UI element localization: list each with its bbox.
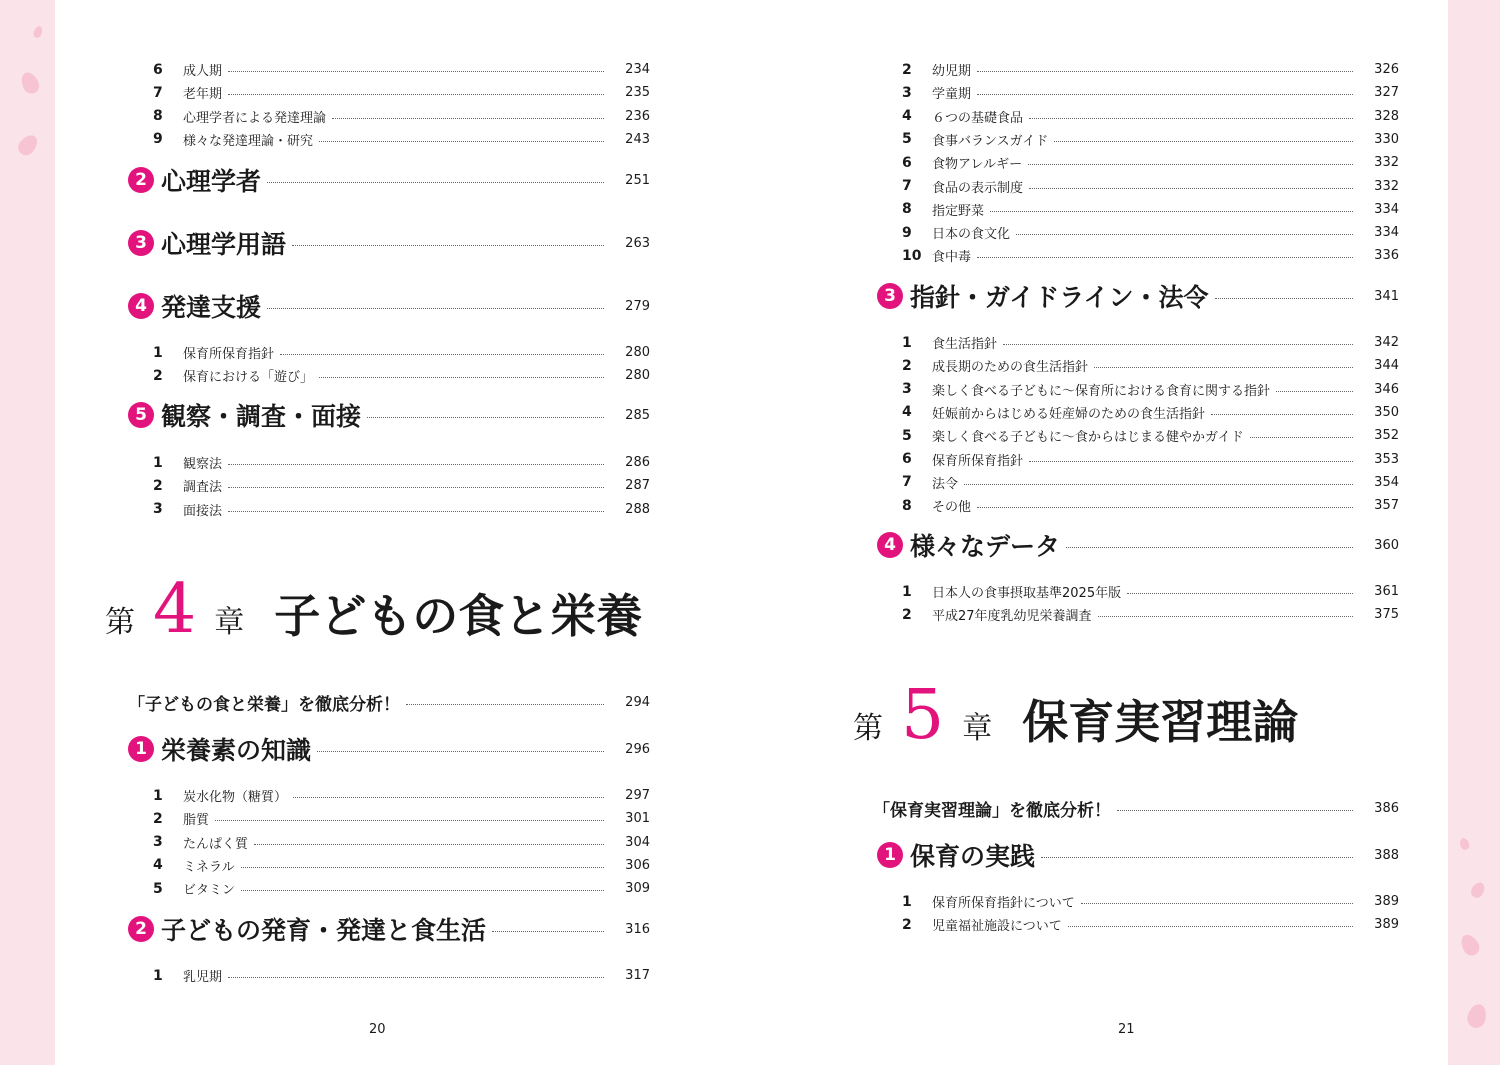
toc-entry[interactable] <box>153 451 650 474</box>
entry-number: 2 <box>153 367 163 384</box>
leader-dots <box>228 511 604 512</box>
page-number: 286 <box>625 455 650 470</box>
entry-title: 観察法 <box>183 457 223 472</box>
entry-number: 8 <box>153 108 163 125</box>
toc-entry[interactable] <box>153 128 650 151</box>
page-number: 344 <box>1374 358 1399 374</box>
toc-entry[interactable] <box>902 580 1399 603</box>
section-number-badge: 1 <box>877 842 903 868</box>
entry-number: 1 <box>902 893 912 910</box>
entry-title: 日本人の食事摂取基準2025年版 <box>932 586 1122 601</box>
entry-title: 楽しく食べる子どもに～食からはじまる健やかガイド <box>932 430 1244 446</box>
toc-entry[interactable] <box>902 331 1399 354</box>
page-number: 332 <box>1374 178 1399 194</box>
right-decorative-border <box>1448 0 1500 1065</box>
entry-number: 6 <box>902 451 912 467</box>
toc-entry[interactable] <box>902 128 1399 151</box>
leader-dots <box>228 71 604 72</box>
folio-page-number: 21 <box>1118 1022 1135 1037</box>
leader-dots <box>267 308 604 309</box>
page-number: 361 <box>1374 584 1399 599</box>
leader-dots <box>1098 616 1353 617</box>
page-number: 317 <box>625 968 650 983</box>
page-number: 285 <box>625 407 650 423</box>
page-number: 326 <box>1374 62 1399 77</box>
leader-dots <box>317 751 604 752</box>
toc-entry[interactable] <box>902 105 1399 128</box>
section-title: 子どもの発育・発達と食生活 <box>161 916 487 945</box>
chapter-number: 4 <box>153 570 197 649</box>
leader-dots <box>977 507 1353 508</box>
page-number: 309 <box>625 881 650 897</box>
toc-entry[interactable] <box>153 81 650 104</box>
page-number: 279 <box>625 298 650 314</box>
entry-number: 3 <box>902 381 912 398</box>
entry-number: 2 <box>902 606 912 623</box>
leader-dots <box>267 182 604 183</box>
entry-number: 8 <box>902 497 912 514</box>
section-title: 観察・調査・面接 <box>161 402 362 431</box>
leader-dots <box>1127 593 1353 594</box>
toc-entry[interactable] <box>153 877 650 900</box>
page-number: 297 <box>625 788 650 803</box>
leader-dots <box>1054 141 1353 142</box>
page-number: 316 <box>625 921 650 937</box>
entry-number: 2 <box>902 61 912 78</box>
entry-title: 様々な発達理論・研究 <box>183 133 314 149</box>
toc-entry[interactable] <box>902 81 1399 104</box>
page-number: 353 <box>1374 451 1399 467</box>
leader-dots <box>319 141 604 142</box>
section-number-badge: 4 <box>128 293 154 319</box>
leader-dots <box>228 94 604 95</box>
entry-title: 食物アレルギー <box>932 157 1023 173</box>
leader-dots <box>228 487 604 488</box>
leader-dots <box>254 844 604 845</box>
entry-number: 10 <box>902 247 922 264</box>
petal-icon <box>1469 880 1487 900</box>
entry-title: 炭水化物（糖質） <box>183 790 288 805</box>
page-number: 375 <box>1374 607 1399 623</box>
section-heading[interactable] <box>128 729 650 769</box>
page-number: 296 <box>625 741 650 757</box>
toc-entry[interactable] <box>153 474 650 497</box>
entry-title: ビタミン <box>183 883 236 899</box>
toc-entry[interactable] <box>902 401 1399 424</box>
page-number: 332 <box>1374 155 1399 171</box>
entry-title: 成人期 <box>183 64 223 79</box>
chapter-prefix: 第 <box>853 711 883 746</box>
petal-icon <box>1458 837 1471 851</box>
entry-title: 老年期 <box>183 87 223 103</box>
leader-dots <box>280 354 604 355</box>
page-number: 288 <box>625 501 650 517</box>
entry-number: 7 <box>902 178 912 194</box>
leader-dots <box>293 797 604 798</box>
entry-number: 1 <box>153 967 163 984</box>
entry-number: 5 <box>902 427 912 444</box>
chapter-heading <box>853 676 1298 755</box>
section-title: 保育の実践 <box>910 842 1036 871</box>
entry-number: 8 <box>902 201 912 218</box>
entry-number: 7 <box>153 84 163 101</box>
toc-entry[interactable] <box>902 354 1399 377</box>
page-number: 330 <box>1374 131 1399 147</box>
right-page <box>750 0 1448 1065</box>
page-number: 280 <box>625 345 650 360</box>
section-title: 様々なデータ <box>910 532 1061 561</box>
toc-entry[interactable] <box>902 58 1399 81</box>
entry-title: 脂質 <box>183 813 210 829</box>
entry-number: 6 <box>153 61 163 78</box>
page-number: 336 <box>1374 248 1399 264</box>
leader-dots <box>1117 810 1353 811</box>
toc-entry[interactable] <box>902 913 1399 936</box>
page-number: 235 <box>625 85 650 101</box>
entry-number: 1 <box>153 344 163 361</box>
petal-icon <box>1458 931 1483 958</box>
section-number-badge: 2 <box>128 916 154 942</box>
section-number-badge: 1 <box>128 736 154 762</box>
entry-title: 保育における「遊び」 <box>183 370 314 386</box>
entry-number: 9 <box>153 131 163 148</box>
folio-page-number: 20 <box>369 1022 386 1037</box>
section-heading[interactable] <box>128 223 650 263</box>
entry-number: 1 <box>153 454 163 471</box>
page-number: 301 <box>625 811 650 827</box>
chapter-heading <box>105 570 642 649</box>
chapter-title: 子どもの食と栄養 <box>274 589 643 643</box>
section-heading[interactable] <box>128 395 650 435</box>
entry-number: 2 <box>153 810 163 827</box>
leader-dots <box>1066 547 1353 548</box>
page-number: 306 <box>625 857 650 873</box>
leader-dots <box>977 71 1353 72</box>
section-heading[interactable] <box>877 835 1399 875</box>
toc-entry[interactable] <box>153 807 650 830</box>
entry-title: 食中毒 <box>932 250 972 266</box>
entry-title: ６つの基礎食品 <box>932 110 1024 126</box>
section-title: 心理学者 <box>161 167 262 196</box>
toc-entry[interactable] <box>902 244 1399 267</box>
page-number: 243 <box>625 131 650 147</box>
entry-title: 妊娠前からはじめる妊産婦のための食生活指針 <box>932 406 1206 422</box>
entry-number: 1 <box>153 787 163 804</box>
toc-entry[interactable] <box>902 494 1399 517</box>
toc-entry[interactable] <box>902 175 1399 198</box>
page-number: 352 <box>1374 428 1399 444</box>
leader-dots <box>241 890 604 891</box>
leader-dots <box>1016 234 1353 235</box>
petal-icon <box>32 25 44 39</box>
page-number: 357 <box>1374 498 1399 514</box>
entry-number: 3 <box>153 501 163 518</box>
entry-number: 9 <box>902 224 912 241</box>
entry-title: 心理学者による発達理論 <box>183 110 327 126</box>
section-number-badge: 3 <box>877 283 903 309</box>
section-heading[interactable] <box>877 276 1399 316</box>
entry-title: たんぱく質 <box>183 836 249 852</box>
leader-dots <box>1029 118 1353 119</box>
left-decorative-border <box>0 0 55 1065</box>
entry-number: 7 <box>902 474 912 491</box>
entry-title: 保育所保育指針 <box>183 347 275 362</box>
toc-entry[interactable] <box>902 221 1399 244</box>
toc-entry[interactable] <box>902 378 1399 401</box>
chapter-number: 5 <box>901 676 945 755</box>
section-number-badge: 5 <box>128 402 154 428</box>
entry-number: 4 <box>902 108 912 125</box>
entry-number: 5 <box>902 131 912 148</box>
section-number-badge: 4 <box>877 532 903 558</box>
toc-entry[interactable] <box>902 448 1399 471</box>
toc-entry[interactable] <box>153 854 650 877</box>
leader-dots <box>990 211 1353 212</box>
intro-title: 「子どもの食と栄養」を徹底分析！ <box>128 694 400 715</box>
toc-entry[interactable] <box>902 471 1399 494</box>
intro-title: 「保育実習理論」を徹底分析！ <box>873 800 1111 821</box>
entry-number: 5 <box>153 880 163 897</box>
entry-number: 2 <box>902 357 912 374</box>
page-number: 236 <box>625 108 650 124</box>
section-title: 心理学用語 <box>161 230 287 259</box>
entry-title: 指定野菜 <box>932 203 985 219</box>
page-number: 263 <box>625 235 650 251</box>
toc-entry[interactable] <box>153 784 650 807</box>
entry-title: 平成27年度乳幼児栄養調査 <box>932 609 1092 625</box>
section-heading[interactable] <box>128 286 650 326</box>
entry-title: ミネラル <box>183 859 235 875</box>
entry-title: 日本の食文化 <box>932 227 1011 243</box>
entry-title: 保育所保育指針 <box>932 453 1024 469</box>
leader-dots <box>1068 926 1353 927</box>
page-number: 360 <box>1374 537 1399 553</box>
page-number: 388 <box>1374 847 1399 863</box>
page-number: 341 <box>1374 288 1399 304</box>
page-number: 304 <box>625 834 650 850</box>
leader-dots <box>1003 344 1353 345</box>
entry-title: 成長期のための食生活指針 <box>932 360 1089 376</box>
leader-dots <box>319 377 604 378</box>
section-title: 指針・ガイドライン・法令 <box>910 283 1209 312</box>
page-number: 327 <box>1374 85 1399 101</box>
toc-entry[interactable] <box>902 424 1399 447</box>
entry-number: 2 <box>902 916 912 933</box>
petal-icon <box>18 70 42 97</box>
chapter-title: 保育実習理論 <box>1022 695 1299 749</box>
page-number: 287 <box>625 478 650 494</box>
entry-title: 面接法 <box>183 503 223 519</box>
entry-title: 調査法 <box>183 480 223 496</box>
entry-title: 法令 <box>932 476 959 492</box>
leader-dots <box>292 245 604 246</box>
toc-entry[interactable] <box>902 603 1399 626</box>
page-number: 389 <box>1374 894 1399 909</box>
leader-dots <box>241 867 604 868</box>
entry-title: その他 <box>932 500 972 516</box>
entry-title: 食事バランスガイド <box>932 133 1049 149</box>
toc-entry[interactable] <box>153 964 650 987</box>
entry-title: 楽しく食べる子どもに～保育所における食育に関する指針 <box>932 383 1271 399</box>
leader-dots <box>1211 414 1353 415</box>
toc-entry[interactable] <box>153 341 650 364</box>
toc-entry[interactable] <box>153 105 650 128</box>
leader-dots <box>215 820 604 821</box>
entry-number: 1 <box>902 334 912 351</box>
entry-number: 4 <box>902 404 912 421</box>
entry-title: 児童福祉施設について <box>932 919 1062 935</box>
petal-icon <box>15 131 41 158</box>
leader-dots <box>1041 857 1353 858</box>
leader-dots <box>1028 164 1353 165</box>
chapter-suffix: 章 <box>962 711 993 746</box>
entry-title: 食生活指針 <box>932 337 998 352</box>
leader-dots <box>977 94 1353 95</box>
page-number: 251 <box>625 172 650 188</box>
section-heading[interactable] <box>128 160 650 200</box>
toc-entry[interactable] <box>902 198 1399 221</box>
section-heading[interactable] <box>128 909 650 949</box>
entry-number: 4 <box>153 857 163 874</box>
section-number-badge: 2 <box>128 167 154 193</box>
leader-dots <box>964 484 1353 485</box>
page-number: 334 <box>1374 225 1399 241</box>
chapter-intro-entry[interactable] <box>873 793 1399 823</box>
entry-number: 6 <box>902 154 912 171</box>
leader-dots <box>1215 298 1353 299</box>
entry-title: 学童期 <box>932 87 972 103</box>
leader-dots <box>1250 437 1353 438</box>
toc-entry[interactable] <box>902 890 1399 913</box>
section-number-badge: 3 <box>128 230 154 256</box>
leader-dots <box>1029 461 1353 462</box>
entry-title: 食品の表示制度 <box>932 180 1024 196</box>
page-number: 234 <box>625 62 650 77</box>
leader-dots <box>228 464 604 465</box>
toc-entry[interactable] <box>153 831 650 854</box>
leader-dots <box>332 118 604 119</box>
leader-dots <box>1276 391 1353 392</box>
leader-dots <box>367 417 604 418</box>
leader-dots <box>977 257 1353 258</box>
page-number: 342 <box>1374 335 1399 350</box>
entry-title: 乳児期 <box>183 970 223 985</box>
page-number: 294 <box>625 694 650 710</box>
page-number: 386 <box>1374 800 1399 816</box>
page-number: 346 <box>1374 381 1399 397</box>
entry-number: 2 <box>153 477 163 494</box>
entry-title: 保育所保育指針について <box>932 896 1075 911</box>
leader-dots <box>492 931 604 932</box>
page-number: 350 <box>1374 404 1399 420</box>
section-title: 栄養素の知識 <box>161 736 312 765</box>
toc-entry[interactable] <box>153 498 650 521</box>
entry-number: 3 <box>153 834 163 851</box>
leader-dots <box>228 977 604 978</box>
chapter-suffix: 章 <box>214 605 245 640</box>
leader-dots <box>406 704 604 705</box>
section-heading[interactable] <box>877 525 1399 565</box>
page-number: 354 <box>1374 474 1399 490</box>
entry-number: 3 <box>902 84 912 101</box>
left-page <box>55 0 750 1065</box>
leader-dots <box>1081 903 1353 904</box>
entry-title: 幼児期 <box>932 64 972 79</box>
entry-number: 1 <box>902 583 912 600</box>
chapter-intro-entry[interactable] <box>128 687 650 717</box>
petal-icon <box>1465 1002 1489 1030</box>
page-number: 334 <box>1374 201 1399 217</box>
chapter-prefix: 第 <box>105 605 135 640</box>
page-number: 280 <box>625 368 650 384</box>
toc-entry[interactable] <box>153 58 650 81</box>
leader-dots <box>1029 188 1353 189</box>
toc-entry[interactable] <box>902 151 1399 174</box>
page-number: 389 <box>1374 917 1399 933</box>
section-title: 発達支援 <box>161 293 262 322</box>
leader-dots <box>1094 367 1353 368</box>
toc-entry[interactable] <box>153 364 650 387</box>
page-number: 328 <box>1374 108 1399 124</box>
